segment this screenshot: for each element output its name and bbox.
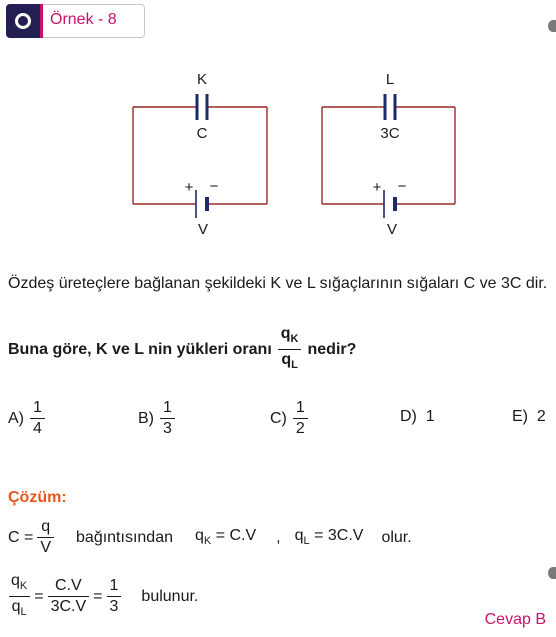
ratio-fraction: $\frac{q_K}{q_L}$ <box>278 324 302 375</box>
option-a[interactable]: A) $\frac{1}{4}$ <box>8 398 45 439</box>
example-title: Örnek - 8 <box>50 11 117 28</box>
battery-k-plus: + <box>184 179 194 196</box>
battery-k-minus: − <box>209 178 219 195</box>
option-b[interactable]: B) $\frac{1}{3}$ <box>138 398 175 439</box>
problem-statement: Özdeş üreteçlere bağlanan şekildeki K ve L sığaçlarının sığaları C ve 3C dir. <box>8 275 548 292</box>
capacitor-k-value: C <box>196 125 208 142</box>
battery-l-voltage: V <box>386 221 398 238</box>
page-edge-marker <box>548 20 556 32</box>
capacitor-k-symbol <box>197 94 207 120</box>
battery-l-symbol <box>384 190 395 218</box>
capacitor-l-symbol <box>385 94 395 120</box>
battery-k-voltage: V <box>197 221 209 238</box>
solution-heading: Çözüm: <box>8 489 67 506</box>
solution-line-1: C = $\frac{q}{V}$ bağıntısından $q_K = C.V$ , $q_L = 3C.V$ olur. <box>8 518 412 556</box>
capacitance-formula-fraction: $\frac{q}{V}$ <box>37 517 54 558</box>
capacitor-l-value: 3C <box>380 125 400 142</box>
capacitor-l-label: L <box>385 71 395 88</box>
answer-label: Cevap B <box>484 611 546 628</box>
battery-k-symbol <box>196 190 207 218</box>
option-e[interactable]: E) 2 <box>512 408 546 425</box>
circuit-diagram <box>0 60 556 250</box>
example-icon <box>6 4 40 38</box>
tab-accent-bar <box>40 4 43 38</box>
option-d[interactable]: D) 1 <box>400 408 435 425</box>
question <box>8 324 356 375</box>
question-text: Buna göre, K ve L nin yükleri oranı <box>8 340 272 358</box>
question-end: nedir? <box>307 340 357 358</box>
page-edge-marker <box>548 567 556 579</box>
ratio-fraction-solution: $\frac{q_K}{q_L}$ <box>8 571 30 622</box>
capacitor-k-label: K <box>196 71 208 88</box>
circuit-k <box>133 107 267 204</box>
option-c[interactable]: C) $\frac{1}{2}$ <box>270 398 308 439</box>
circuit-l <box>322 107 455 204</box>
battery-l-plus: + <box>372 179 382 196</box>
battery-l-minus: − <box>397 178 407 195</box>
solution-line-2: $\frac{q_K}{q_L}$ = $\frac{C.V}{3C.V}$ = $\frac{1}{3}$ bulunur. <box>8 571 198 622</box>
